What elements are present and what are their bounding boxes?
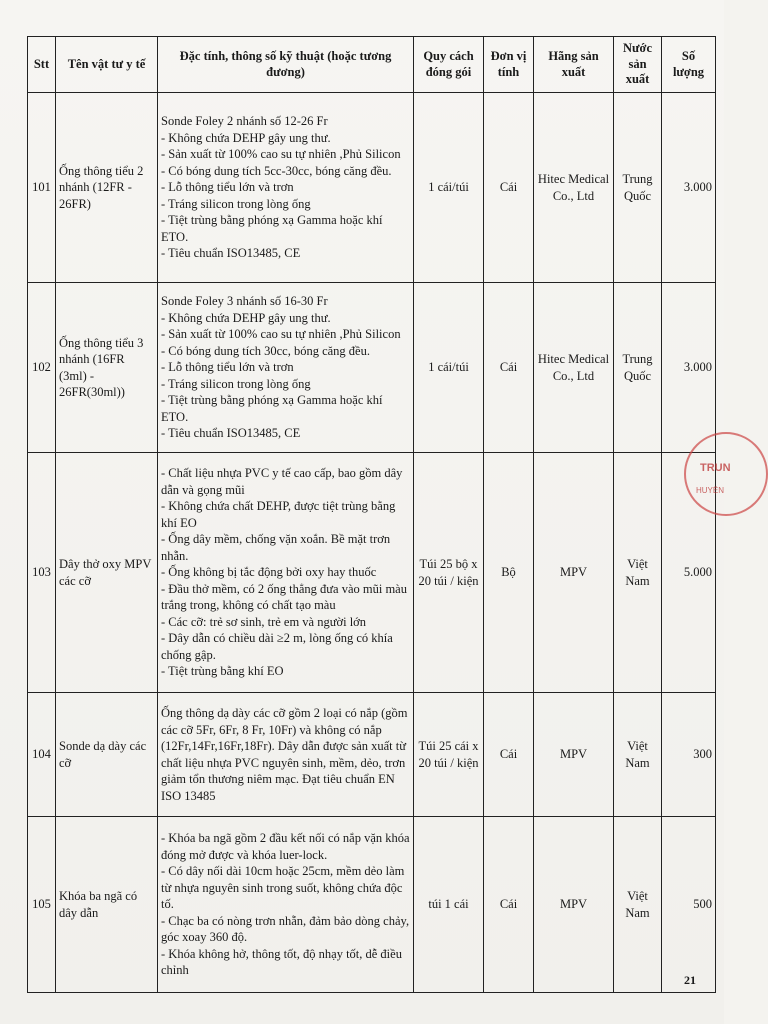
- supplies-table: [27, 36, 716, 993]
- spec-line: - Có bóng dung tích 30cc, bóng căng đều.: [161, 343, 370, 358]
- item-pack: túi 1 cái: [414, 817, 484, 993]
- item-maker: MPV: [534, 453, 614, 693]
- spec-line: - Sản xuất từ 100% cao su tự nhiên ,Phủ Silicon: [161, 147, 401, 162]
- item-name: Ống thông tiểu 2 nhánh (12FR - 26FR): [56, 93, 158, 283]
- spec-line: - Tiêu chuẩn ISO13485, CE: [161, 426, 301, 441]
- item-spec: [158, 453, 414, 693]
- spec-line: - Không chứa chất DEHP, được tiệt trùng bằng khí EO: [161, 499, 396, 530]
- item-stt: 101: [28, 93, 56, 283]
- spec-line: - Tiệt trùng bằng khí EO: [161, 664, 284, 679]
- header-country: Nước sản xuất: [614, 37, 662, 93]
- item-qty: 3.000: [662, 93, 716, 283]
- spec-line: - Khóa ba ngã gồm 2 đầu kết nối có nắp vặn khóa đóng mở được và khóa luer-lock.: [161, 831, 410, 862]
- spec-line: - Không chứa DEHP gây ung thư.: [161, 310, 331, 325]
- item-maker: Hitec Medical Co., Ltd: [534, 283, 614, 453]
- table-row: [28, 817, 716, 993]
- item-spec: [158, 817, 414, 993]
- item-pack: Túi 25 bộ x 20 túi / kiện: [414, 453, 484, 693]
- item-maker: MPV: [534, 817, 614, 993]
- spec-line: - Khóa không hở, thông tốt, độ nhạy tốt, dễ điều chỉnh: [161, 946, 402, 978]
- table-row: [28, 693, 716, 817]
- spec-line: - Dây dẫn có chiều dài ≥2 m, lòng ống có khía chống gập.: [161, 631, 393, 662]
- spec-line: Ống thông dạ dày các cỡ gồm 2 loại có nắp (gồm các cỡ 5Fr, 6Fr, 8 Fr, 10Fr) và không có nắp (12Fr,14Fr,16Fr,18Fr). Dây dẫn được sản xuất từ chất liệu nhựa PVC nguyên sinh, mềm, dẻo, trơn giảm tổn thương niêm mạc. Đạt tiêu chuẩn EN ISO 13485: [161, 706, 408, 803]
- spec-line: - Đầu thở mềm, có 2 ống thẳng đưa vào mũi màu trắng trong, không có chất tạo màu: [161, 581, 407, 613]
- item-qty: 500: [662, 817, 716, 993]
- table-row: [28, 283, 716, 453]
- spec-line: - Tráng silicon trong lòng ống: [161, 376, 311, 391]
- item-unit: Cái: [484, 283, 534, 453]
- item-pack: 1 cái/túi: [414, 283, 484, 453]
- header-name: Tên vật tư y tế: [56, 37, 158, 93]
- item-pack: Túi 25 cái x 20 túi / kiện: [414, 693, 484, 817]
- header-qty: Số lượng: [662, 37, 716, 93]
- spec-line: - Tiệt trùng bằng phóng xạ Gamma hoặc khí ETO.: [161, 213, 383, 244]
- item-unit: Cái: [484, 93, 534, 283]
- item-spec: [158, 283, 414, 453]
- item-country: Việt Nam: [614, 693, 662, 817]
- item-stt: 103: [28, 453, 56, 693]
- spec-line: - Sản xuất từ 100% cao su tự nhiên ,Phủ Silicon: [161, 327, 401, 342]
- spec-line: Sonde Foley 3 nhánh số 16-30 Fr: [161, 294, 328, 309]
- item-maker: Hitec Medical Co., Ltd: [534, 93, 614, 283]
- spec-line: - Chạc ba có nòng trơn nhẵn, đảm bảo dòng chảy, góc xoay 360 độ.: [161, 913, 410, 945]
- table-row: [28, 93, 716, 283]
- page-number: 21: [684, 973, 696, 987]
- spec-line: - Không chứa DEHP gây ung thư.: [161, 130, 331, 145]
- item-stt: 102: [28, 283, 56, 453]
- spec-line: - Ống không bị tắc động bởi oxy hay thuốc: [161, 565, 377, 580]
- item-unit: Cái: [484, 693, 534, 817]
- item-qty: 5.000: [662, 453, 716, 693]
- header-spec: Đặc tính, thông số kỹ thuật (hoặc tương đương): [158, 37, 414, 93]
- header-unit: Đơn vị tính: [484, 37, 534, 93]
- spec-line: Sonde Foley 2 nhánh số 12-26 Fr: [161, 114, 328, 129]
- item-spec: [158, 93, 414, 283]
- item-country: Trung Quốc: [614, 283, 662, 453]
- stamp-text: TRUN: [700, 462, 731, 474]
- spec-line: - Ống dây mềm, chống vặn xoắn. Bề mặt trơn nhẵn.: [161, 532, 391, 563]
- item-country: Việt Nam: [614, 453, 662, 693]
- stamp-text-2: HUYỆN: [696, 486, 725, 495]
- item-country: Việt Nam: [614, 817, 662, 993]
- spec-line: - Lỗ thông tiểu lớn và trơn: [161, 360, 294, 375]
- item-name: Ống thông tiểu 3 nhánh (16FR (3ml) - 26FR(30ml)): [56, 283, 158, 453]
- table-row: [28, 453, 716, 693]
- header-maker: Hãng sản xuất: [534, 37, 614, 93]
- red-seal-stamp: [684, 432, 768, 516]
- item-name: Khóa ba ngã có dây dẫn: [56, 817, 158, 993]
- spec-line: - Tiệt trùng bằng phóng xạ Gamma hoặc khí ETO.: [161, 393, 383, 424]
- spec-line: - Tiêu chuẩn ISO13485, CE: [161, 246, 301, 261]
- item-name: Sonde dạ dày các cỡ: [56, 693, 158, 817]
- spec-line: - Chất liệu nhựa PVC y tế cao cấp, bao gồm dây dẫn và gọng mũi: [161, 466, 403, 497]
- item-pack: 1 cái/túi: [414, 93, 484, 283]
- spec-line: - Có bóng dung tích 5cc-30cc, bóng căng đều.: [161, 163, 392, 178]
- item-stt: 104: [28, 693, 56, 817]
- item-country: Trung Quốc: [614, 93, 662, 283]
- header-pack: Quy cách đóng gói: [414, 37, 484, 93]
- item-maker: MPV: [534, 693, 614, 817]
- spec-line: - Các cỡ: trẻ sơ sinh, trẻ em và người lớn: [161, 614, 367, 629]
- item-name: Dây thở oxy MPV các cỡ: [56, 453, 158, 693]
- header-stt: Stt: [28, 37, 56, 93]
- item-unit: Cái: [484, 817, 534, 993]
- spec-line: - Có dây nối dài 10cm hoặc 25cm, mềm dẻo làm từ nhựa nguyên sinh trong suốt, không chứa độc tố.: [161, 864, 405, 912]
- item-stt: 105: [28, 817, 56, 993]
- spec-line: - Lỗ thông tiểu lớn và trơn: [161, 180, 294, 195]
- item-qty: 3.000: [662, 283, 716, 453]
- item-spec: [158, 693, 414, 817]
- spec-line: - Tráng silicon trong lòng ống: [161, 196, 311, 211]
- table-header-row: [28, 37, 716, 93]
- item-qty: 300: [662, 693, 716, 817]
- item-unit: Bộ: [484, 453, 534, 693]
